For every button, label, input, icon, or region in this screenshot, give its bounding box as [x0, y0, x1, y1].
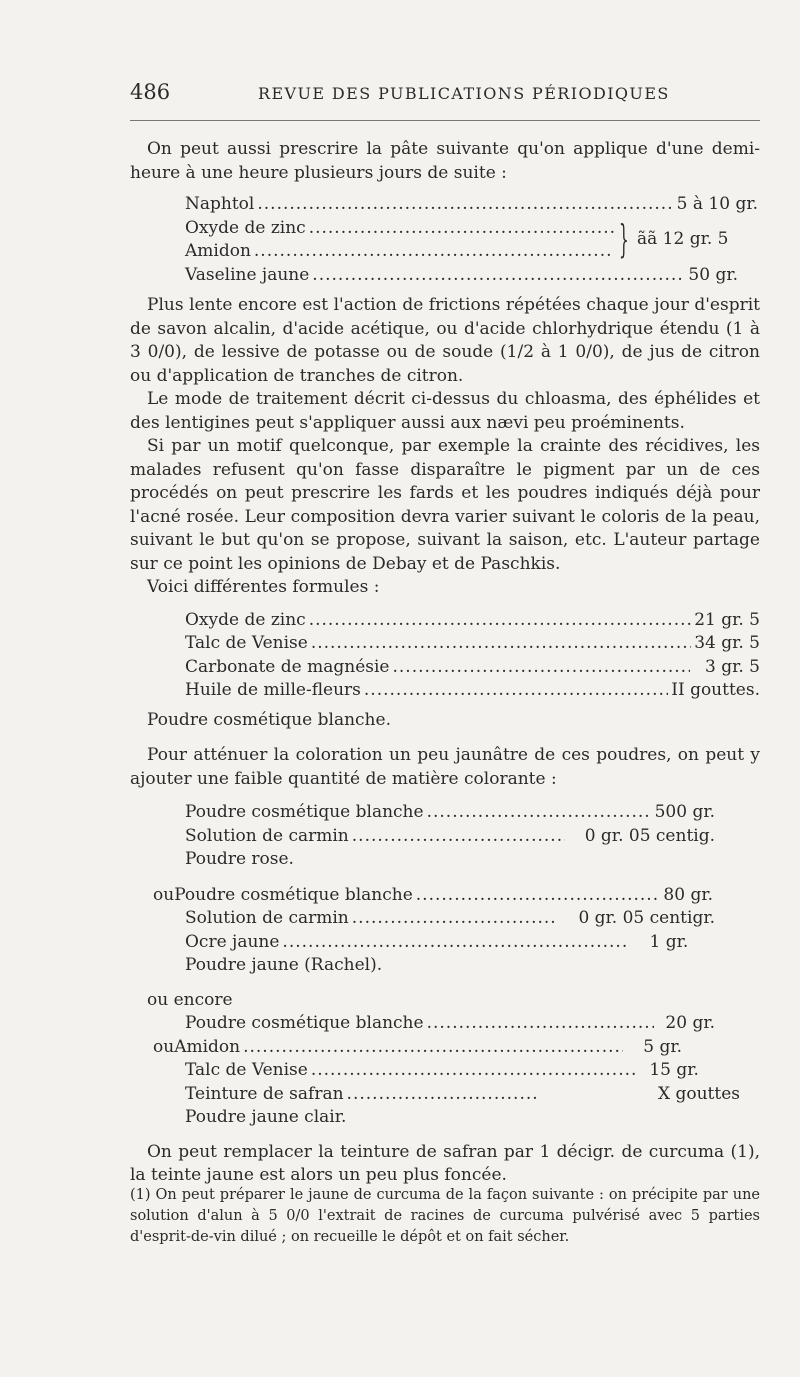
page-number: 486 [130, 80, 171, 104]
formula-row [153, 1059, 715, 1083]
formula-row [153, 931, 715, 955]
paragraph-traitement: Le mode de traitement décrit ci-dessus du chloasma, des éphélides et des lentigines peut s'appliquer aussi aux nævi peu proéminents. [130, 389, 760, 433]
formula-row [185, 609, 760, 633]
ingredient-qty: 50 gr. [688, 264, 738, 285]
formula-row [153, 1036, 715, 1060]
ou-prefix: ou [153, 1036, 175, 1057]
leader-dots [254, 240, 614, 264]
ingredient-qty: 34 gr. 5 [694, 633, 760, 653]
formula-row [185, 656, 760, 680]
ingredient-name: Solution de carmin [185, 908, 349, 928]
ingredient-qty: 1 gr. [649, 931, 689, 952]
ingredient-qty: 5 à 10 gr. [676, 194, 758, 214]
leader-dots [282, 931, 629, 955]
ingredient-name: Oxyde de zinc [185, 217, 306, 238]
ingredient-name: Poudre cosmétique blanche [185, 802, 424, 822]
formula-poudre-jaune-clair [153, 1012, 740, 1130]
formula-row [153, 1083, 800, 1107]
ingredient-qty: 0 gr. 05 centig. [584, 825, 715, 846]
ingredient-name: Solution de carmin [185, 825, 349, 846]
ingredient-qty: 3 gr. 5 [705, 656, 760, 677]
formula-row [185, 193, 758, 217]
formula-poudre-jaune-rachel [153, 884, 715, 978]
ingredient-qty: 20 gr. [665, 1013, 715, 1033]
paragraph-fards: Si par un motif quelconque, par exemple la crainte des récidives, les malades refusent qu'on fasse disparaître le pigment par un de ces procédés on peut prescrire les fards et les poudres indiqués déjà pour l'acné rosée. Leur composition devra varier suivant le coloris de la peau, suivant le but qu'on se propose, suivant la saison, etc. L'auteur partage sur ce point les opinions de Debay et de Paschkis. [130, 436, 760, 574]
ingredient-name: Teinture de safran [185, 1083, 344, 1104]
ingredient-qty: 5 gr. [643, 1036, 683, 1057]
ingredient-qty: II gouttes. [671, 680, 760, 700]
paragraph-safran: On peut remplacer la teinture de safran par 1 décigr. de curcuma (1), la teinte jaune est alors un peu plus foncée. [130, 1141, 760, 1185]
leader-dots [311, 1059, 639, 1083]
leader-dots [312, 264, 685, 288]
paragraph-formules: Voici différentes formules : [147, 577, 380, 597]
leader-dots [243, 1036, 623, 1060]
ingredient-name: Vaseline jaune [185, 264, 310, 285]
ingredient-name: Huile de mille-fleurs [185, 680, 361, 700]
page-header [130, 80, 760, 110]
leader-dots [392, 656, 690, 680]
ingredient-name: Amidon [174, 1036, 241, 1057]
formula-poudre-rose [185, 801, 715, 872]
ingredient-name: Amidon [185, 241, 251, 261]
leader-dots [309, 609, 692, 633]
leader-dots [352, 825, 565, 849]
leader-dots [347, 1083, 537, 1107]
leader-dots [257, 193, 673, 217]
page-body [130, 138, 760, 1188]
formula-row [185, 825, 715, 849]
formula-row [185, 217, 617, 241]
formula-row [153, 907, 715, 931]
ingredient-name: Oxyde de zinc [185, 609, 306, 630]
formula-row [185, 679, 760, 703]
paragraph-intro: On peut aussi prescrire la pâte suivante qu'on applique d'une demi-heure à une heure plusieurs jours de suite : [130, 139, 760, 183]
leader-dots [427, 1012, 655, 1036]
formula-row [185, 632, 760, 656]
formula-row [153, 884, 715, 908]
paragraph-coloration: Pour atténuer la coloration un peu jaunâtre de ces poudres, on peut y ajouter une faible quantité de matière colorante : [130, 745, 760, 789]
ingredient-name: Talc de Venise [185, 633, 308, 653]
header-rule [130, 120, 760, 121]
formula-poudre-blanche [185, 609, 760, 703]
formula-row [153, 1012, 715, 1036]
ingredient-name: Naphtol [185, 194, 255, 214]
grouping-brace: } [619, 217, 629, 261]
leader-dots [309, 217, 614, 241]
ingredient-qty: X gouttes [657, 1083, 740, 1104]
ingredient-qty: 21 gr. 5 [694, 609, 760, 630]
brace-qty: ãã 12 gr. 5 [637, 229, 729, 249]
ingredient-name: Talc de Venise [185, 1060, 308, 1080]
ingredient-qty: 0 gr. 05 centigr. [578, 908, 715, 928]
formula-row [185, 264, 758, 288]
leader-dots [416, 884, 661, 908]
formula-naphtol [185, 193, 758, 287]
ingredient-qty: 15 gr. [649, 1060, 699, 1080]
formula-label: Poudre rose. [185, 849, 294, 869]
formula-label: Poudre cosmétique blanche. [147, 709, 391, 730]
leader-dots [311, 632, 691, 656]
leader-dots [427, 801, 652, 825]
formula-label: Poudre jaune (Rachel). [185, 955, 383, 975]
formula-row [185, 801, 715, 825]
formula-row [185, 240, 617, 264]
leader-dots [352, 907, 559, 931]
ingredient-name: Poudre cosmétique blanche [174, 884, 413, 905]
paragraph-frictions: Plus lente encore est l'action de frictions répétées chaque jour d'esprit de savon alcalin, d'acide acétique, ou d'acide chlorhydrique étendu (1 à 3 0/0), de lessive de potasse ou de soude (1/2 à 1 0/0), de jus de citron ou d'application de tranches de citron. [130, 295, 760, 386]
ou-prefix: ou [153, 884, 175, 905]
ingredient-qty: 80 gr. [663, 884, 714, 905]
ingredient-name: Carbonate de magnésie [185, 656, 390, 677]
running-title: REVUE DES PUBLICATIONS PÉRIODIQUES [258, 84, 670, 103]
ingredient-qty: 500 gr. [654, 802, 715, 822]
ou-encore: ou encore [147, 989, 233, 1010]
formula-label: Poudre jaune clair. [185, 1107, 347, 1127]
ingredient-name: Poudre cosmétique blanche [185, 1013, 424, 1033]
leader-dots [364, 679, 668, 703]
footnote: (1) On peut préparer le jaune de curcuma de la façon suivante : on précipite par une solution d'alun à 5 0/0 l'extrait de racines de curcuma pulvérisé avec 5 parties d'esprit-de-vin dilué ; on recueille le dépôt et on fait sécher. [130, 1187, 760, 1245]
ingredient-name: Ocre jaune [185, 931, 280, 952]
